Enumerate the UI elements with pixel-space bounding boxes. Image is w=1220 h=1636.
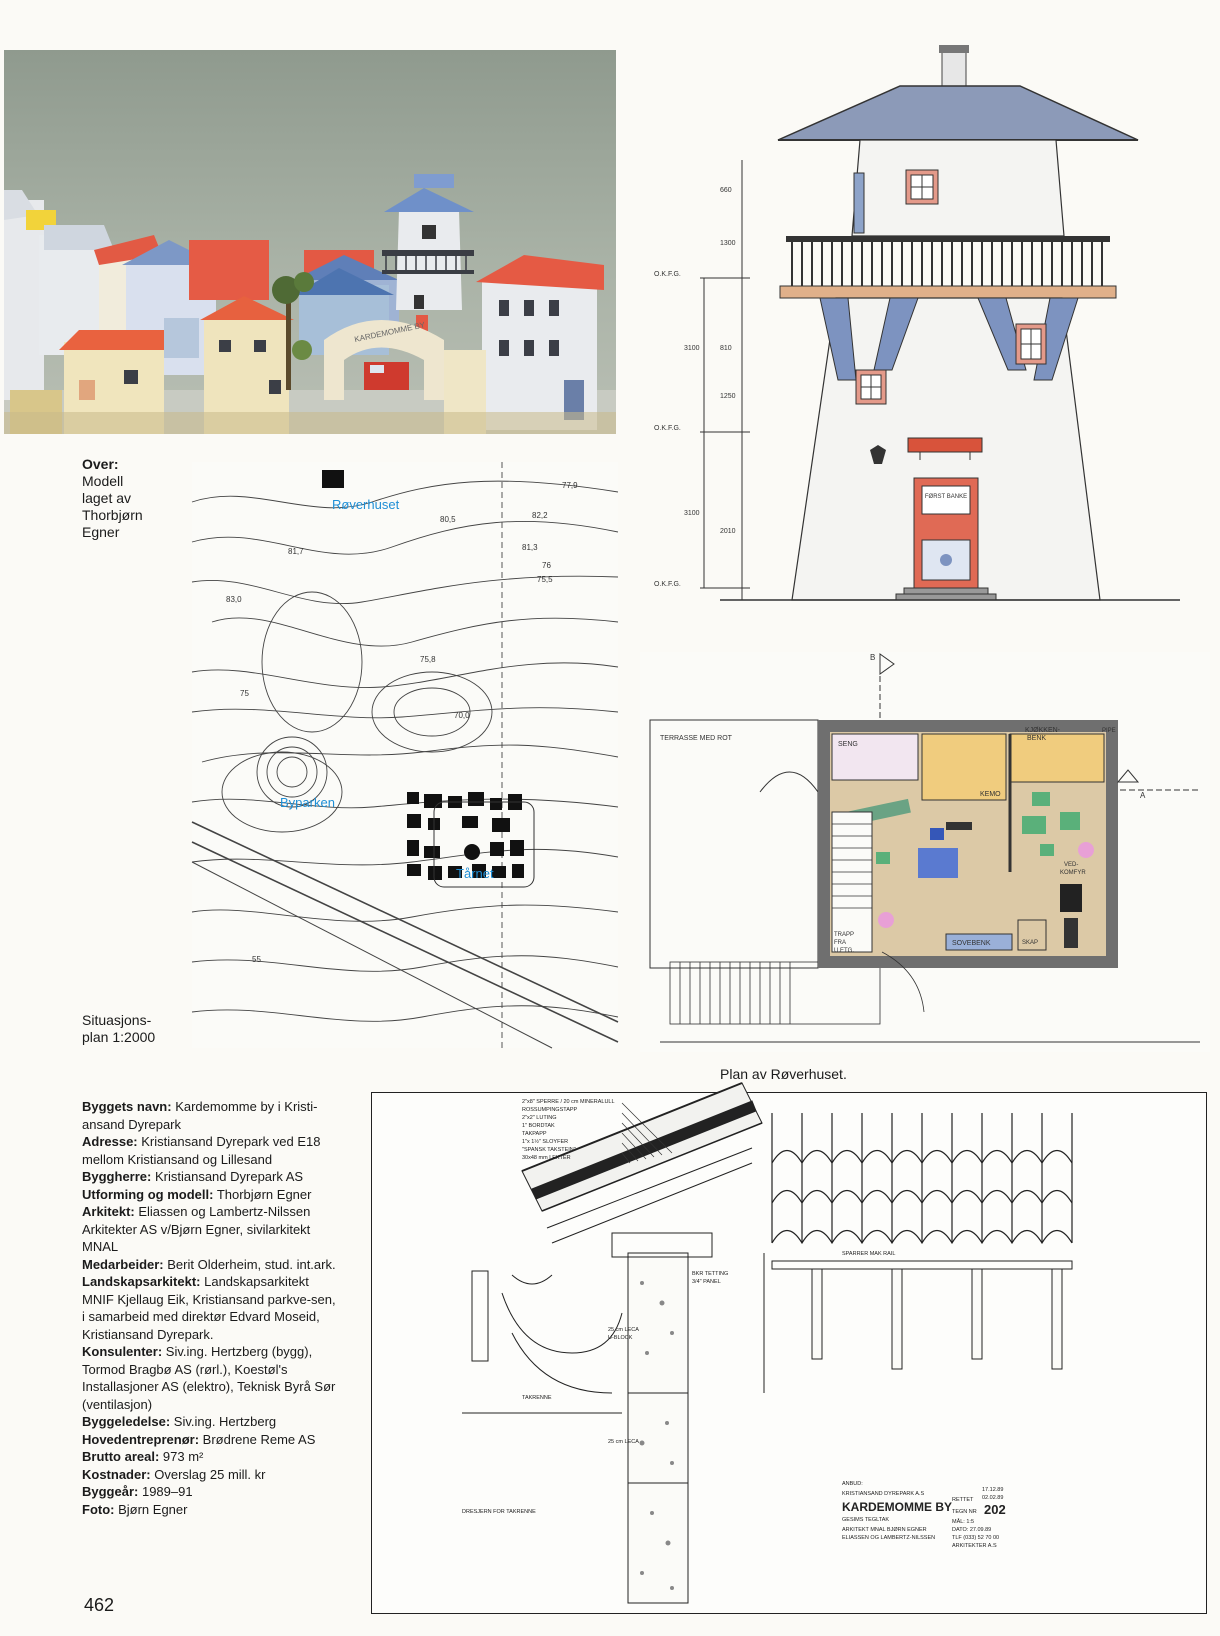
title-block-office: ARKITEKTER A.S [952,1543,997,1549]
room-trapp-2: FRA [834,940,846,946]
info-line: Konsulenter: Siv.ing. Hertzberg (bygg), Tormod Bragbø AS (rørl.), Koestøl's Installasjoner AS (elektro), Teknisk Byrå Sør (ventilasjon) [82,1344,336,1412]
title-block-sheet-label: TEGN NR [952,1509,977,1515]
detail-note: U-BLOCK [608,1335,633,1341]
room-skap: SKAP [1022,940,1039,946]
dim-2010: 2010 [720,528,736,535]
terrace-label: TERRASSE MED ROT [660,735,732,742]
detail-note: 25 cm LECA [608,1327,639,1333]
info-line: Landskapsarkitekt: Landskapsarkitekt MNIF Kjellaug Eik, Kristiansand parkve-sen, i samarbeid med direktør Edvard Moseid, Kristiansand Dyrepark. [82,1274,336,1342]
contour-label: 75,5 [537,575,553,584]
room-pipe: PIPE [1102,728,1116,734]
info-line: Utforming og modell: Thorbjørn Egner [82,1186,312,1202]
title-block-subtitle: GESIMS TEGLTAK [842,1517,890,1523]
dim-3100-lower: 3100 [684,510,700,517]
title-block-scale: MÅL: 1:5 [952,1519,975,1525]
room-kjokkenbenk: KJØKKEN- [1025,727,1061,734]
layer-label: 2"x8" SPERRE / 20 cm MINERALULL [522,1099,615,1105]
contour-label: 75 [240,689,249,698]
eave-detail-drawing [371,1092,1207,1614]
title-block-client: KRISTIANSAND DYREPARK A.S [842,1491,925,1497]
contour-label: 81,3 [522,543,538,552]
room-trapp: TRAPP [834,932,855,938]
contour-label: 75,8 [420,655,436,664]
contour-label: 76 [542,561,551,570]
title-block-sheet-no: 202 [984,1502,1006,1517]
room-vedkomfyr: VED- [1064,862,1079,868]
layer-label: 1" BORDTAK [522,1123,555,1129]
photo-caption-text: Modell laget av Thorbjørn Egner [82,473,143,540]
room-kemo: KEMO [980,791,1001,798]
room-trapp-3: U.ETG. [834,948,855,954]
photo-caption [82,456,182,541]
section-marker-b: B [870,653,876,662]
dim-660: 660 [720,187,732,194]
title-block-date: DATO: 27.09.89 [952,1527,992,1533]
info-line: Byggherre: Kristiansand Dyrepark AS [82,1169,304,1184]
info-line: Byggets navn: Kardemomme by i Kristi-ansand Dyrepark [82,1099,318,1132]
project-info [82,1098,342,1518]
contour-label: 80,5 [440,515,456,524]
room-seng: SENG [838,741,858,748]
layer-label: 1"x 1½" SLOYFER [522,1139,569,1145]
title-block-rettet: RETTET [952,1497,974,1503]
info-line: Foto: Bjørn Egner [82,1501,188,1517]
site-plan-map [192,462,618,1048]
detail-note: TAKRENNE [522,1395,552,1401]
label-roverhuset: Røverhuset [332,497,400,512]
contour-label: 55 [252,955,261,964]
level-label-2: O.K.F.G. [654,425,681,432]
detail-note: 3/4" PANEL [692,1279,721,1285]
contour-label: 77,9 [562,481,578,490]
info-line: Brutto areal: 973 m² [82,1449,204,1464]
layer-label: 30x48 mm LEKTER [522,1155,571,1161]
floor-plan-caption: Plan av Røverhuset. [720,1066,847,1082]
dim-810: 810 [720,345,732,352]
site-plan-caption: Situasjons- plan 1:2000 [82,1012,156,1045]
title-block-architects-2: ELIASSEN OG LAMBERTZ-NILSSEN [842,1535,936,1541]
room-vedkomfyr-2: KOMFYR [1060,870,1086,876]
info-line: Byggeledelse: Siv.ing. Hertzberg [82,1414,277,1429]
info-line: Byggeår: 1989–91 [82,1484,193,1499]
info-line: Adresse: Kristiansand Dyrepark ved E18 mellom Kristiansand og Lillesand [82,1134,321,1167]
section-marker-a: A [1140,791,1146,800]
title-block-phone: TLF (033) 52 70 00 [952,1535,1000,1541]
title-block-date-2: 02.02.89 [982,1495,1004,1501]
info-line: Arkitekt: Eliassen og Lambertz-Nilssen Arkitekter AS v/Bjørn Egner, sivilarkitekt MNAL [82,1204,311,1254]
info-line: Kostnader: Overslag 25 mill. kr [82,1466,266,1482]
detail-note: DRESJERN FOR TAKRENNE [462,1509,536,1515]
layer-label: TAKPAPP [522,1131,547,1137]
model-photo [4,50,616,434]
door-sign: FØRST BANKE [924,494,968,500]
contour-label: 82,2 [532,511,548,520]
title-block-project: KARDEMOMME BY [842,1500,952,1514]
layer-label: 2"x2" LUTING [522,1115,557,1121]
detail-note: 25 cm LECA [608,1439,639,1445]
level-label-3: O.K.F.G. [654,581,681,588]
title-block-date-1: 17.12.89 [982,1487,1004,1493]
info-line: Hovedentreprenør: Brødrene Reme AS [82,1431,316,1447]
label-byparken: Byparken [280,795,335,810]
level-label-1: O.K.F.G. [654,271,681,278]
contour-label: 83,0 [226,595,242,604]
roverhuset-floor-plan [640,652,1210,1052]
label-tarnet: Tårnet [456,866,494,881]
room-kjokkenbenk-2: BENK [1027,735,1047,742]
dim-1250: 1250 [720,393,736,400]
contour-label: 81,7 [288,547,304,556]
info-line: Medarbeider: Berit Olderheim, stud. int.ark. [82,1256,336,1272]
gate-sign: KARDEMOMME BY [353,320,426,345]
tower-elevation-drawing [654,40,1200,640]
photo-caption-label: Over: [82,456,119,472]
dim-3100-upper: 3100 [684,345,700,352]
layer-label: "SPANSK TAKSTEIN" [522,1147,576,1153]
page-number: 462 [84,1595,115,1615]
dim-1300: 1300 [720,240,736,247]
layer-label: ROSSUMPINGSTAPP [522,1107,578,1113]
detail-note: BKR TETTING [692,1271,729,1277]
room-sovebenk: SOVEBENK [952,940,991,947]
title-block-anbud: ANBUD: [842,1481,863,1487]
detail-note: SPARRER MAK RAIL [842,1251,896,1257]
title-block-architects: ARKITEKT MNAL BJØRN EGNER [842,1527,927,1533]
contour-label: 70,0 [454,711,470,720]
